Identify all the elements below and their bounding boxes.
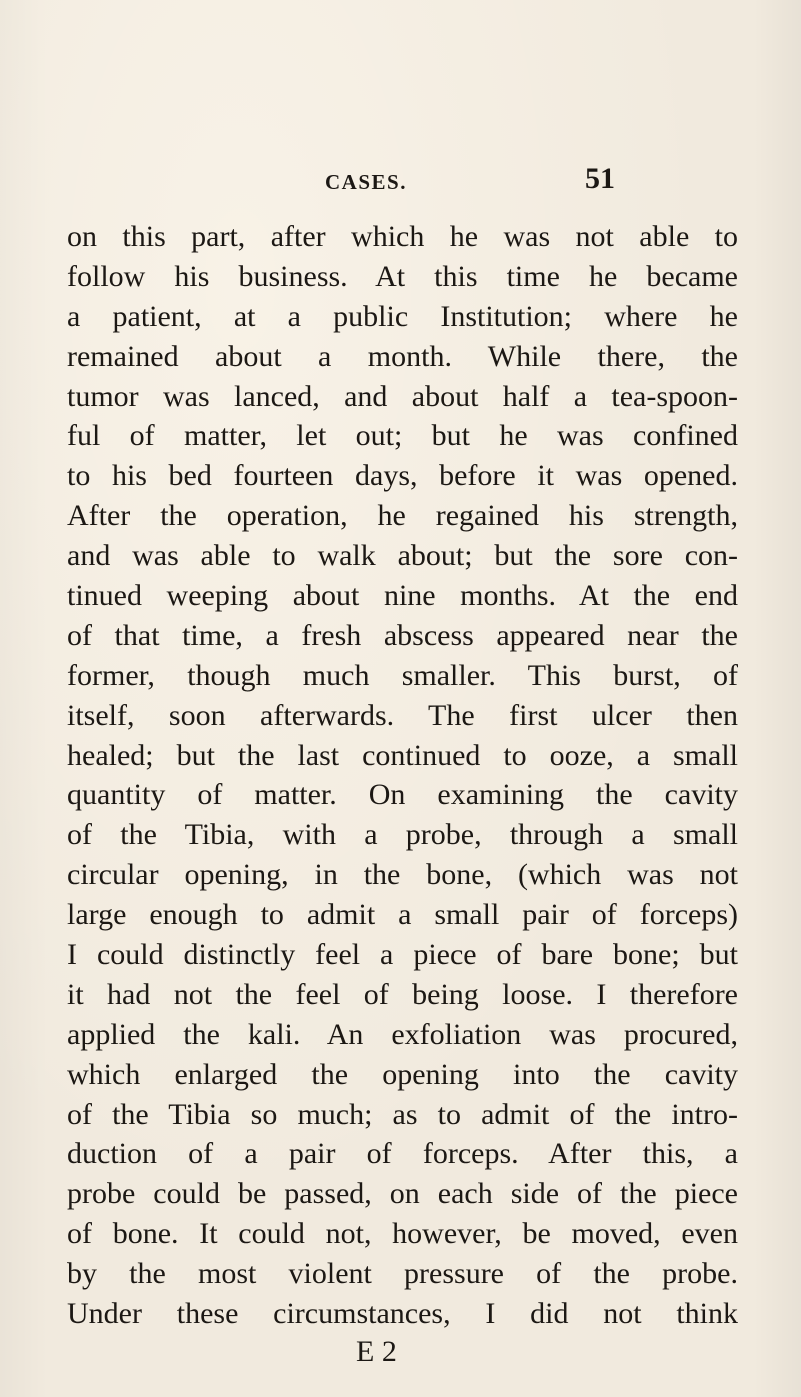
text-line: probe could be passed, on each side of the piece bbox=[67, 1177, 738, 1211]
body-text bbox=[67, 217, 738, 1334]
text-line: it had not the feel of being loose. I therefore bbox=[67, 977, 738, 1011]
text-line: healed; but the last continued to ooze, a small bbox=[67, 738, 738, 772]
text-line: of that time, a fresh abscess appeared near the bbox=[67, 618, 738, 652]
text-line: tinued weeping about nine months. At the end bbox=[67, 579, 738, 613]
page-number: 51 bbox=[585, 162, 615, 195]
text-line: a patient, at a public Institution; where he bbox=[67, 299, 738, 333]
text-line: tumor was lanced, and about half a tea-spoon- bbox=[67, 379, 738, 413]
running-head: CASES. bbox=[325, 170, 407, 194]
text-line: follow his business. At this time he became bbox=[67, 259, 738, 293]
text-line: quantity of matter. On examining the cavity bbox=[67, 778, 738, 812]
text-line: ful of matter, let out; but he was confined bbox=[67, 419, 738, 453]
text-line: circular opening, in the bone, (which was not bbox=[67, 858, 738, 892]
text-line: Under these circumstances, I did not think bbox=[67, 1297, 738, 1331]
text-line: duction of a pair of forceps. After this, a bbox=[67, 1137, 738, 1171]
text-line: of the Tibia so much; as to admit of the intro- bbox=[67, 1097, 738, 1131]
page-header bbox=[0, 162, 801, 202]
text-line: former, though much smaller. This burst, of bbox=[67, 658, 738, 692]
text-line: which enlarged the opening into the cavity bbox=[67, 1057, 738, 1091]
text-line: itself, soon afterwards. The first ulcer then bbox=[67, 698, 738, 732]
text-line: and was able to walk about; but the sore con- bbox=[67, 539, 738, 573]
text-line: of the Tibia, with a probe, through a small bbox=[67, 818, 738, 852]
text-line: by the most violent pressure of the probe. bbox=[67, 1257, 738, 1291]
text-line: I could distinctly feel a piece of bare bone; but bbox=[67, 938, 738, 972]
text-line: of bone. It could not, however, be moved, even bbox=[67, 1217, 738, 1251]
text-line: to his bed fourteen days, before it was opened. bbox=[67, 459, 738, 493]
text-line: After the operation, he regained his strength, bbox=[67, 499, 738, 533]
signature-mark: E 2 bbox=[356, 1335, 397, 1368]
text-line: large enough to admit a small pair of forceps) bbox=[67, 898, 738, 932]
text-line: on this part, after which he was not able to bbox=[67, 220, 738, 253]
text-line: remained about a month. While there, the bbox=[67, 339, 738, 373]
text-line: applied the kali. An exfoliation was procured, bbox=[67, 1017, 738, 1051]
